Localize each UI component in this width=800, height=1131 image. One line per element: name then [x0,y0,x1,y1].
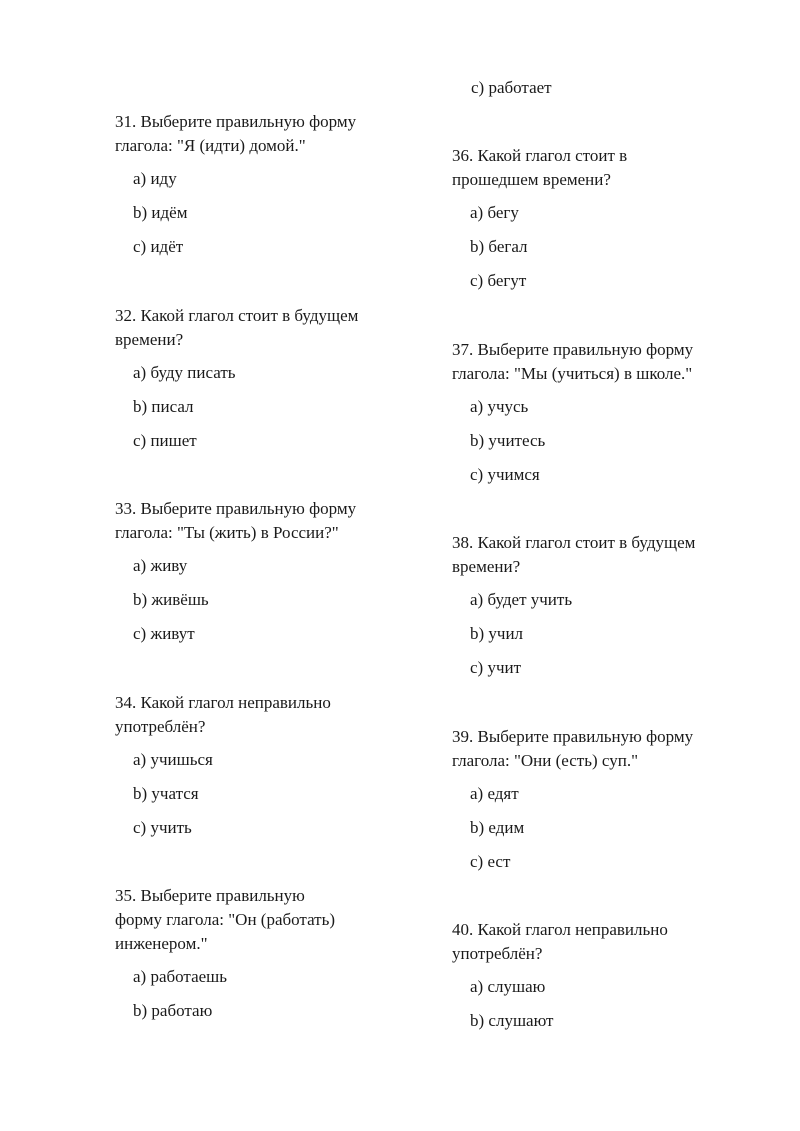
option-b: b) учил [470,624,524,643]
question-32 [115,304,415,458]
option-b: b) писал [133,397,194,416]
option-c: c) идёт [133,237,184,256]
question-34 [115,691,415,845]
option-a: a) живу [133,556,188,575]
option-b: b) учатся [133,784,199,803]
question-35 [115,884,415,1028]
question-38 [452,531,752,685]
option-b: b) живёшь [133,590,209,609]
option-c: c) учить [133,818,192,837]
question-text: 35. Выберите правильную форму глагола: "Он (работать) инженером." [115,886,336,953]
option-b: b) слушают [470,1011,554,1030]
option-a: a) учишься [133,750,213,769]
option-b: b) работаю [133,1001,213,1020]
option-c: c) учит [470,658,522,677]
question-39 [452,725,752,879]
question-37 [452,338,752,492]
option-b: b) бегал [470,237,528,256]
option-b: b) едим [470,818,525,837]
option-a: a) слушаю [470,977,546,996]
question-35-continued [452,71,752,105]
option-c: c) живут [133,624,195,643]
option-a: a) едят [470,784,519,803]
question-33 [115,497,415,651]
question-40 [452,918,752,1038]
option-c: c) ест [470,852,511,871]
option-a: a) буду писать [133,363,236,382]
question-text: 31. Выберите правильную форму глагола: "Я (идти) домой." [115,112,357,155]
option-a: a) работаешь [133,967,227,986]
option-c: c) пишет [133,431,197,450]
option-a: a) иду [133,169,177,188]
question-text: 37. Выберите правильную форму глагола: "Мы (учиться) в школе." [452,340,694,383]
question-text: 33. Выберите правильную форму глагола: "Ты (жить) в России?" [115,499,357,542]
option-b: b) идём [133,203,188,222]
question-text: 36. Какой глагол стоит в прошедшем времени? [452,146,628,189]
option-a: a) будет учить [470,590,573,609]
question-text: 38. Какой глагол стоит в будущем времени? [452,533,696,576]
question-text: 32. Какой глагол стоит в будущем времени? [115,306,359,349]
option-a: a) учусь [470,397,529,416]
option-b: b) учитесь [470,431,546,450]
option-a: a) бегу [470,203,519,222]
option-c: c) работает [471,78,552,97]
question-31 [115,110,415,264]
question-text: 40. Какой глагол неправильно употреблён? [452,920,668,963]
option-c: c) бегут [470,271,527,290]
question-36 [452,144,752,298]
question-text: 39. Выберите правильную форму глагола: "Они (есть) суп." [452,727,694,770]
option-c: c) учимся [470,465,540,484]
question-text: 34. Какой глагол неправильно употреблён? [115,693,331,736]
